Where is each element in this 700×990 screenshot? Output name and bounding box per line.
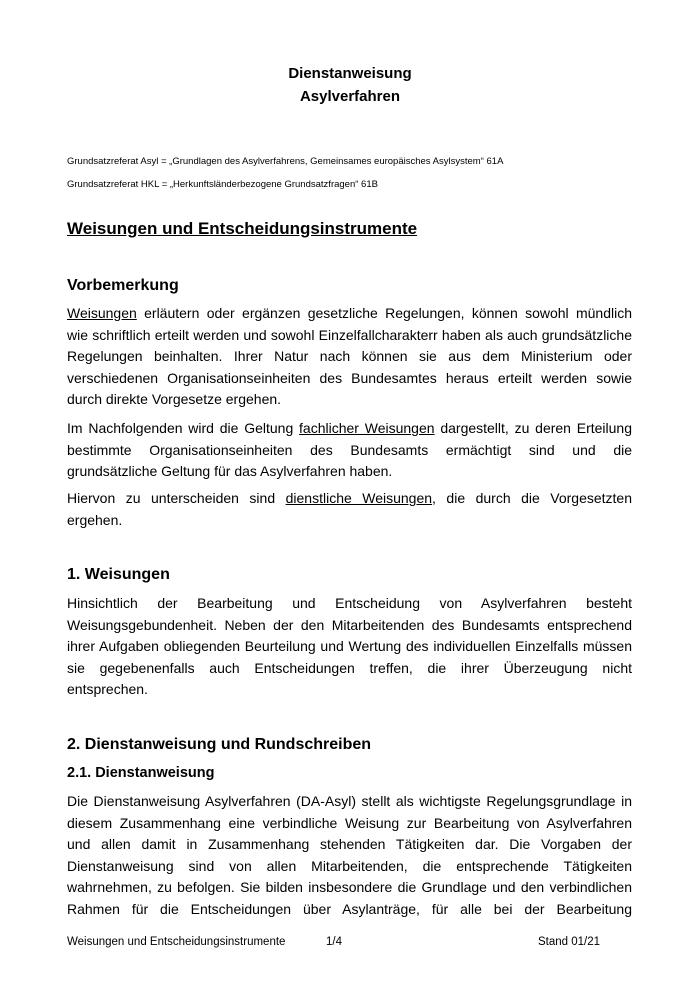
footer-version: Stand 01/21 — [538, 936, 601, 948]
paragraph-dienstanweisung — [67, 791, 632, 920]
paragraph-line: Dienstanweisung sind von allen Mitarbeitenden, die entsprechende Tätigkeiten — [67, 857, 632, 874]
paragraph-line: Hiervon zu unterscheiden sind dienstliche Weisungen, die durch die Vorgesetzten — [67, 490, 632, 506]
paragraph-line: Hinsichtlich der Bearbeitung und Entscheidung von Asylverfahren besteht — [67, 595, 632, 611]
paragraph-line: wie schriftlich erteilt werden und sowohl Einzelfallcharakterr haben als auch grundsätzliche — [67, 326, 632, 343]
reference-line-hkl: Grundsatzreferat HKL = „Herkunftsländerbezogene Grundsatzfragen“ 61B — [67, 179, 378, 190]
subsection-heading-dienstanweisung: 2.1. Dienstanweisung — [67, 765, 215, 781]
section-heading-dienstanweisung-rundschreiben: 2. Dienstanweisung und Rundschreiben — [67, 736, 372, 753]
paragraph-weisungen — [67, 593, 632, 701]
underlined-term: dienstliche Weisungen — [285, 490, 433, 506]
paragraph-line: durch direkte Vorgesetze ergehen. — [67, 391, 282, 407]
paragraph-vorbemerkung-2 — [67, 418, 632, 483]
underlined-term: fachlicher Weisungen — [299, 420, 435, 436]
paragraph-line: ihrer Aufgaben obliegenden Beurteilung und Wertung des individuellen Einzelfalls müssen — [67, 638, 632, 654]
paragraph-line: Die Dienstanweisung Asylverfahren (DA-Asyl) stellt als wichtigste Regelungsgrundlage in — [67, 793, 632, 809]
paragraph-line: bestimmte Organisationseinheiten des Bundesamts ermächtigt sind und die — [67, 441, 632, 458]
section-heading-vorbemerkung: Vorbemerkung — [67, 277, 179, 294]
main-heading: Weisungen und Entscheidungsinstrumente — [67, 219, 418, 238]
paragraph-line: und allen damit in Zusammenhang stehenden Tätigkeiten dar. Die Vorgaben der — [67, 836, 632, 852]
underlined-term: Weisungen — [67, 305, 137, 321]
paragraph-vorbemerkung-3 — [67, 488, 632, 531]
paragraph-line: Rahmen für die Entscheidungen über Asylanträge, für alle bei der Bearbeitung — [67, 900, 632, 917]
paragraph-vorbemerkung-1 — [67, 303, 632, 411]
paragraph-line: entsprechen. — [67, 681, 148, 697]
paragraph-line: Im Nachfolgenden wird die Geltung fachlicher Weisungen dargestellt, zu deren Erteilung — [67, 420, 632, 436]
paragraph-line: wahrnehmen, zu befolgen. Sie bilden insbesondere die Grundlage und den verbindlichen — [67, 879, 632, 895]
paragraph-line: verschiedenen Organisationseinheiten des Bundesamtes heraus erteilt werden sowie — [67, 369, 632, 386]
paragraph-line: Weisungen erläutern oder ergänzen gesetzliche Regelungen, können sowohl mündlich — [67, 305, 632, 321]
paragraph-line: sie gegebenenfalls auch Entscheidungen treffen, die ihrer Überzeugung nicht — [67, 659, 632, 676]
section-heading-weisungen: 1. Weisungen — [67, 566, 170, 583]
paragraph-line: Regelungen beinhalten. Ihrer Natur nach können sie aus dem Ministerium oder — [67, 348, 632, 364]
paragraph-line: Weisungsgebundenheit. Neben der den Mitarbeitenden des Bundesamts entsprechend — [67, 616, 632, 633]
footer-page-number: 1/4 — [326, 936, 342, 948]
paragraph-line: ergehen. — [67, 511, 123, 528]
footer-document-title: Weisungen und Entscheidungsinstrumente — [67, 936, 286, 948]
document-subtitle: Asylverfahren — [299, 88, 401, 105]
paragraph-line: diesem Zusammenhang eine verbindliche Weisung zur Bearbeitung von Asylverfahren — [67, 814, 632, 831]
document-title: Dienstanweisung — [288, 65, 412, 82]
paragraph-line: grundsätzliche Geltung für das Asylverfahren haben. — [67, 463, 393, 479]
reference-line-asyl: Grundsatzreferat Asyl = „Grundlagen des Asylverfahrens, Gemeinsames europäisches Asylsystem“ 61A — [67, 156, 504, 167]
